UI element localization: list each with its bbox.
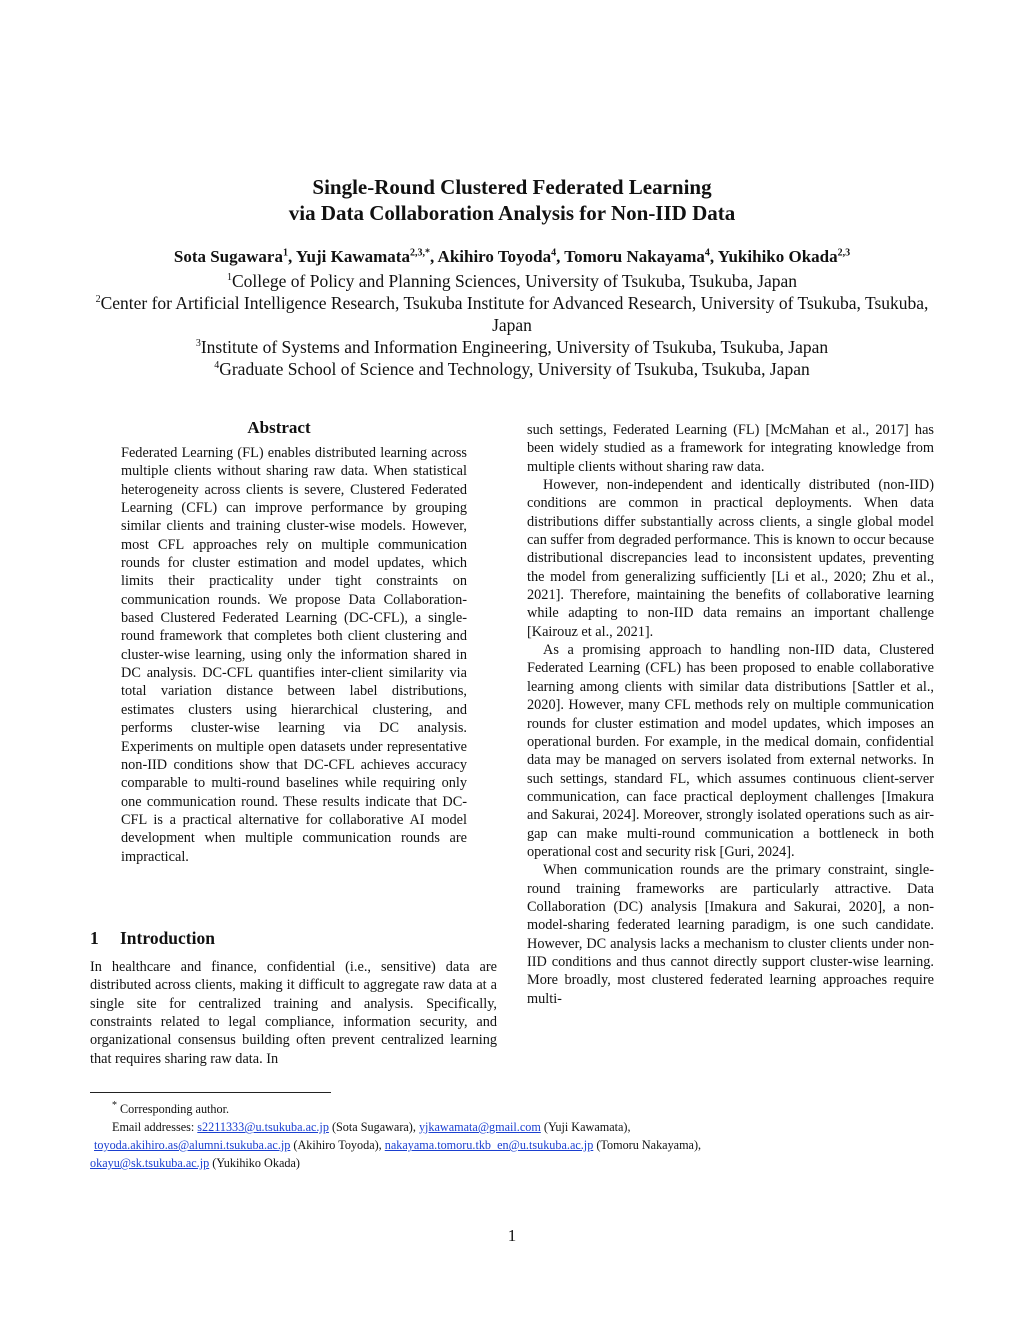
email-link[interactable]: toyoda.akihiro.as@alumni.tsukuba.ac.jp [94, 1138, 291, 1152]
author-affil-mark: 4 [551, 247, 557, 259]
abstract-heading: Abstract [247, 418, 311, 437]
email-link[interactable]: s2211333@u.tsukuba.ac.jp [197, 1120, 329, 1134]
email-link[interactable]: okayu@sk.tsukuba.ac.jp [90, 1156, 210, 1170]
paper-title-line2: via Data Collaboration Analysis for Non-IID Data [288, 201, 736, 225]
section-number: 1 [90, 928, 99, 948]
paper-title-line1: Single-Round Clustered Federated Learning [312, 175, 712, 199]
author-separator: , [709, 247, 718, 266]
affiliation-text: Graduate School of Science and Technology, University of Tsukuba, Tsukuba, Japan [219, 359, 810, 379]
affiliation-text: College of Policy and Planning Sciences, University of Tsukuba, Tsukuba, Japan [231, 271, 798, 291]
affiliation-text: Center for Artificial Intelligence Research, Tsukuba Institute for Advanced Research, University of Tsukuba, Tsukuba, Japan [100, 293, 929, 335]
author-affil-mark: 4 [704, 247, 710, 259]
author-name: Akihiro Toyoda [437, 247, 552, 266]
author-affil-mark: 2,3,* [409, 247, 430, 259]
intro-paragraph: However, non-independent and identically distributed (non-IID) conditions are common in practical deployments. When data distributions differ substantially across clients, a single global model can suffer from degraded performance. This is known to occur because distributional discrepancies lead to inconsistent updates, preventing the model from generalizing sufficiently [Li et al., 2020; Zhu et al., 2021]. Therefore, maintaining the benefits of collaborative learning while adapting to non-IID data remains an important challenge [Kairouz et al., 2021]. [527, 477, 934, 640]
author-list [0, 246, 1024, 268]
intro-paragraph: As a promising approach to handling non-IID data, Clustered Federated Learning (CFL) has been proposed to enable collaborative learning among clients with similar data distributions [Sattler et al., 2020]. However, many CFL methods rely on multiple communication rounds for cluster estimation and model updates, which imposes an operational burden. For example, in the medical domain, confidential data may be managed on servers isolated from external networks. In such settings, standard FL, which assumes continuous client-server communication, can face practical deployment challenges [Imakura and Sakurai, 2024]. Moreover, strongly isolated operations such as air-gap can make multi-round communication a bottleneck in both operational cost and security risk [Guri, 2024]. [527, 642, 934, 860]
email-owner: (Yukihiko Okada) [212, 1156, 300, 1170]
footnote-emails-line3 [90, 1155, 950, 1173]
author-name: Yuji Kawamata [295, 247, 410, 266]
author-name: Tomoru Nakayama [564, 247, 705, 266]
page-number: 1 [507, 1226, 517, 1245]
abstract-body [121, 444, 467, 866]
intro-paragraph-continued: such settings, Federated Learning (FL) [McMahan et al., 2017] has been widely studied as a framework for integrating knowledge from multiple clients without sharing raw data. [527, 422, 934, 475]
intro-paragraph: When communication rounds are the primary constraint, single-round training frameworks are particularly attractive. Data Collaboration (DC) analysis [Imakura and Sakurai, 2020], a non-model-sharing federated learning paradigm, is one such candidate. However, DC analysis lacks a mechanism to cluster clients under non-IID conditions and thus cannot directly support cluster-wise learning. More broadly, most clustered federated learning approaches require multi- [527, 862, 934, 1007]
intro-paragraph: In healthcare and finance, confidential (i.e., sensitive) data are distributed across clients, making it difficult to aggregate raw data at a single site for centralized training and analysis. Specifically, constraints related to legal compliance, information security, and organizational consensus building often prevent centralized learning that requires sharing raw data. In [90, 959, 497, 1067]
affiliation-4 [80, 358, 944, 380]
right-column [527, 421, 934, 1008]
affiliation-1 [80, 270, 944, 292]
email-owner: (Akihiro Toyoda), [293, 1138, 382, 1152]
affiliation-mark: 1 [226, 272, 232, 284]
footnote-emails [112, 1119, 952, 1137]
affiliation-mark: 3 [195, 338, 201, 350]
abstract-text: Federated Learning (FL) enables distributed learning across multiple clients without sharing raw data. When statistical heterogeneity across clients is severe, Clustered Federated Learning (CFL) can improve performance by grouping similar clients and training cluster-wise models. However, most CFL approaches rely on multiple communication rounds for cluster estimation and model updates, which limits their practicality under tight constraints on communication rounds. We propose Data Collaboration-based Clustered Federated Learning (DC-CFL), a single-round framework that completes both client clustering and cluster-wise learning, using only the information shared in DC analysis. DC-CFL quantifies inter-client similarity via total variation distance between label distributions, estimates clusters using hierarchical clustering, and performs cluster-wise learning via DC analysis. Experiments on multiple open datasets under representative non-IID conditions show that DC-CFL achieves accuracy comparable to multi-round baselines while requiring only one communication round. These results indicate that DC-CFL is a practical alternative for collaborative AI model development when multiple communication rounds are impractical. [121, 445, 467, 865]
footnote-text: Corresponding author. [120, 1102, 230, 1116]
affiliation-3 [80, 336, 944, 358]
email-owner: (Yuji Kawamata), [543, 1120, 631, 1134]
section-title: Introduction [120, 928, 215, 948]
email-label: Email addresses: [112, 1120, 195, 1134]
footnote-corresponding [112, 1101, 972, 1119]
footnote-rule [90, 1092, 331, 1093]
author-affil-mark: 1 [282, 247, 288, 259]
email-owner: (Tomoru Nakayama), [596, 1138, 702, 1152]
author-separator: , [429, 247, 438, 266]
affiliation-text: Institute of Systems and Information Engineering, University of Tsukuba, Tsukuba, Japan [200, 337, 829, 357]
email-owner: (Sota Sugawara), [331, 1120, 416, 1134]
email-link[interactable]: yjkawamata@gmail.com [418, 1120, 541, 1134]
intro-left-column [90, 958, 497, 1068]
author-affil-mark: 2,3 [837, 247, 851, 259]
footnote-emails-line2 [94, 1137, 954, 1155]
author-name: Yukihiko Okada [717, 247, 838, 266]
affiliation-2 [80, 292, 944, 336]
author-separator: , [556, 247, 565, 266]
affiliation-mark: 4 [214, 360, 220, 372]
section-heading [90, 928, 215, 949]
email-link[interactable]: nakayama.tomoru.tkb_en@u.tsukuba.ac.jp [384, 1138, 594, 1152]
author-separator: , [287, 247, 296, 266]
author-name: Sota Sugawara [173, 247, 283, 266]
footnote-marker: * [112, 1099, 117, 1111]
affiliation-mark: 2 [95, 294, 101, 306]
